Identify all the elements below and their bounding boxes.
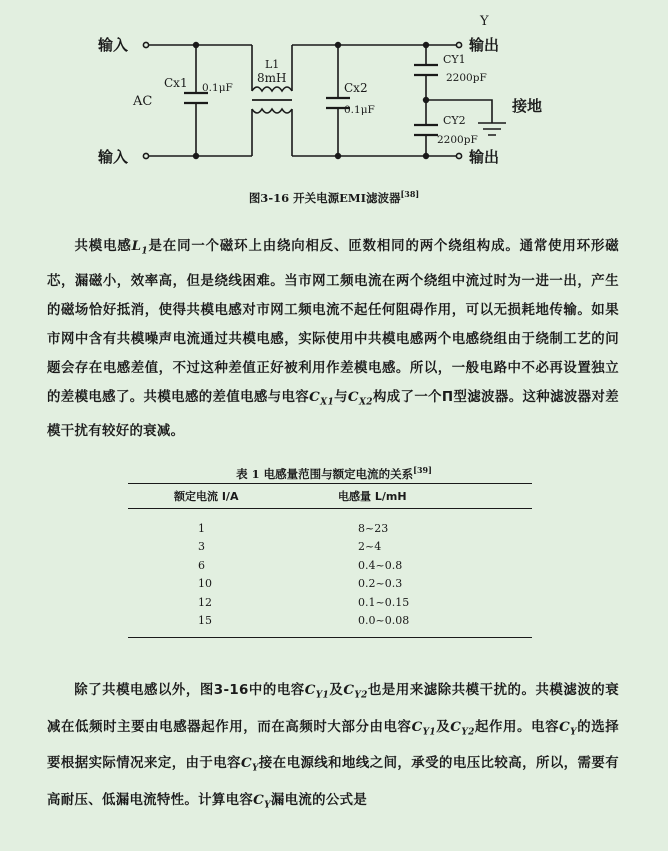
p2-text: 的选择要根据实际情况来定，由于电容 <box>47 719 619 772</box>
paragraph-common-mode-capacitors <box>47 675 619 822</box>
inductance-table <box>128 483 532 638</box>
symbol-c-sub: Y2 <box>461 727 475 738</box>
emi-filter-circuit-diagram <box>60 5 620 183</box>
p2-text: 接在电源线和地线之间，承受的电压比较高，所以，需要有高耐压、低漏电流特性。计算电容 <box>47 756 619 809</box>
table-cell: 0.1~0.15 <box>358 595 410 609</box>
symbol-c: C <box>309 388 321 405</box>
figure-caption-ref: [38] <box>400 189 420 199</box>
table-row <box>128 538 532 557</box>
symbol-c-sub: Y1 <box>422 727 436 738</box>
label-l1: L1 <box>265 58 280 71</box>
symbol-c-sub: Y <box>264 800 271 811</box>
table-row <box>128 575 532 594</box>
junction-dot <box>424 154 429 159</box>
p1-text: 是在同一个磁环上由绕向相反、匝数相同的两个绕组构成。通常使用环形磁芯，漏磁小，效率高，但是绕线困难。当市网工频电流在两个绕组中流过时为一进一出，产生的磁场恰好抵消，使得共模电感对市网工频电流不起任何阻碍作用，可以无损耗地传输。如果市网中含有共模噪声电流通过共模电感，实际使用中共模电感两个电感绕组由于绕制工艺的问题会存在电感差值，不过这种差值正好被利用作差模电感。所以，一般电路中不必再设置独立的差模电感了。共模电感的差值电感与电容 <box>47 239 619 405</box>
symbol-c-sub: Y <box>251 764 259 775</box>
table-cell: 6 <box>198 558 205 572</box>
symbol-c: C <box>304 682 316 698</box>
table-cell: 0.0~0.08 <box>358 614 410 628</box>
symbol-c-sub: Y <box>570 727 577 738</box>
symbol-c-sub: Y2 <box>354 690 368 701</box>
table-row <box>128 556 532 575</box>
label-output-top: 输出 <box>469 36 500 54</box>
input-top-terminal <box>143 42 148 47</box>
label-cx1-value: 0.1μF <box>202 82 233 94</box>
table-cell: 2~4 <box>358 540 382 554</box>
table-cell: 0.4~0.8 <box>358 558 403 572</box>
table-row <box>128 612 532 631</box>
table-cell: 0.2~0.3 <box>358 577 403 591</box>
symbol-c: C <box>411 718 423 735</box>
table-row <box>128 519 532 538</box>
symbol-l: L <box>131 238 142 254</box>
p2-text: 也是用来滤除共模干扰的。共模滤波的衰减在低频时主要由电感器起作用，而在高频时大部分由电容 <box>47 683 619 735</box>
figure-caption-text: 图3-16 开关电源EMI滤波器 <box>248 190 401 205</box>
table-row <box>128 593 532 612</box>
table-title-ref: [39] <box>413 465 432 475</box>
table-title-text: 表 1 电感量范围与额定电流的关系 <box>236 466 414 481</box>
label-output-bottom: 输出 <box>469 148 500 166</box>
table-cell: 15 <box>198 614 212 628</box>
p2-text: 及 <box>435 719 451 735</box>
table-header-cell: 电感量 L/mH <box>338 490 407 503</box>
table-header-cell: 额定电流 I/A <box>174 490 239 503</box>
junction-dot <box>194 154 199 159</box>
paragraph-common-mode-choke <box>47 232 619 446</box>
label-cx2-value: 0.1μF <box>344 104 375 116</box>
symbol-c: C <box>343 682 355 698</box>
table-cell: 8~23 <box>358 521 389 535</box>
p2-text: 及 <box>329 683 344 698</box>
label-cy2-value: 2200pF <box>437 134 478 146</box>
label-y: Y <box>480 14 489 29</box>
symbol-c: C <box>347 388 359 405</box>
l1-winding-bottom <box>252 109 292 113</box>
symbol-c-sub: Y1 <box>315 690 330 701</box>
label-l1-value: 8mH <box>257 71 287 85</box>
ground-symbol <box>478 123 506 135</box>
cy2-capacitor-plates <box>414 125 438 135</box>
symbol-c: C <box>450 718 462 735</box>
label-cy1: CY1 <box>443 53 466 66</box>
output-top-terminal <box>456 42 461 47</box>
symbol-l-sub: 1 <box>141 246 149 257</box>
input-bottom-terminal <box>143 153 148 158</box>
symbol-c: C <box>253 792 265 809</box>
symbol-c: C <box>240 755 252 772</box>
cx1-capacitor-plates <box>184 93 208 103</box>
table-header-row <box>128 484 532 508</box>
symbol-c-sub: X1 <box>320 397 335 408</box>
symbol-c-sub: X2 <box>358 397 373 408</box>
p1-text: 构成了一个Π型滤波器。这种滤波器对差模干扰有较好的衰减。 <box>47 389 619 440</box>
junction-dot <box>336 154 341 159</box>
label-cy1-value: 2200pF <box>446 72 487 84</box>
p1-text: 共模电感 <box>74 239 132 254</box>
table-cell: 10 <box>198 577 212 591</box>
p2-text: 起作用。电容 <box>474 719 560 735</box>
label-ground: 接地 <box>512 97 543 115</box>
table-cell: 1 <box>198 521 205 535</box>
junction-dot <box>194 43 199 48</box>
cy1-capacitor-plates <box>414 65 438 75</box>
label-input-bottom: 输入 <box>98 148 129 166</box>
table-cell: 3 <box>198 540 205 554</box>
table-bottom-rule <box>128 637 532 638</box>
p1-text: 与 <box>334 389 348 405</box>
label-cx1: Cx1 <box>164 76 188 90</box>
p2-text: 除了共模电感以外，图3-16中的电容 <box>74 683 305 698</box>
l1-winding-top <box>252 87 292 91</box>
figure-caption <box>0 189 668 206</box>
table-title <box>0 465 668 482</box>
p2-text: 漏电流的公式是 <box>270 793 368 809</box>
label-cy2: CY2 <box>443 114 466 127</box>
table-cell: 12 <box>198 595 212 609</box>
symbol-c: C <box>559 718 571 735</box>
junction-dot <box>336 43 341 48</box>
output-bottom-terminal <box>456 153 461 158</box>
label-ac: AC <box>133 94 153 109</box>
junction-dot <box>424 43 429 48</box>
label-input-top: 输入 <box>98 36 129 54</box>
label-cx2: Cx2 <box>344 81 368 95</box>
